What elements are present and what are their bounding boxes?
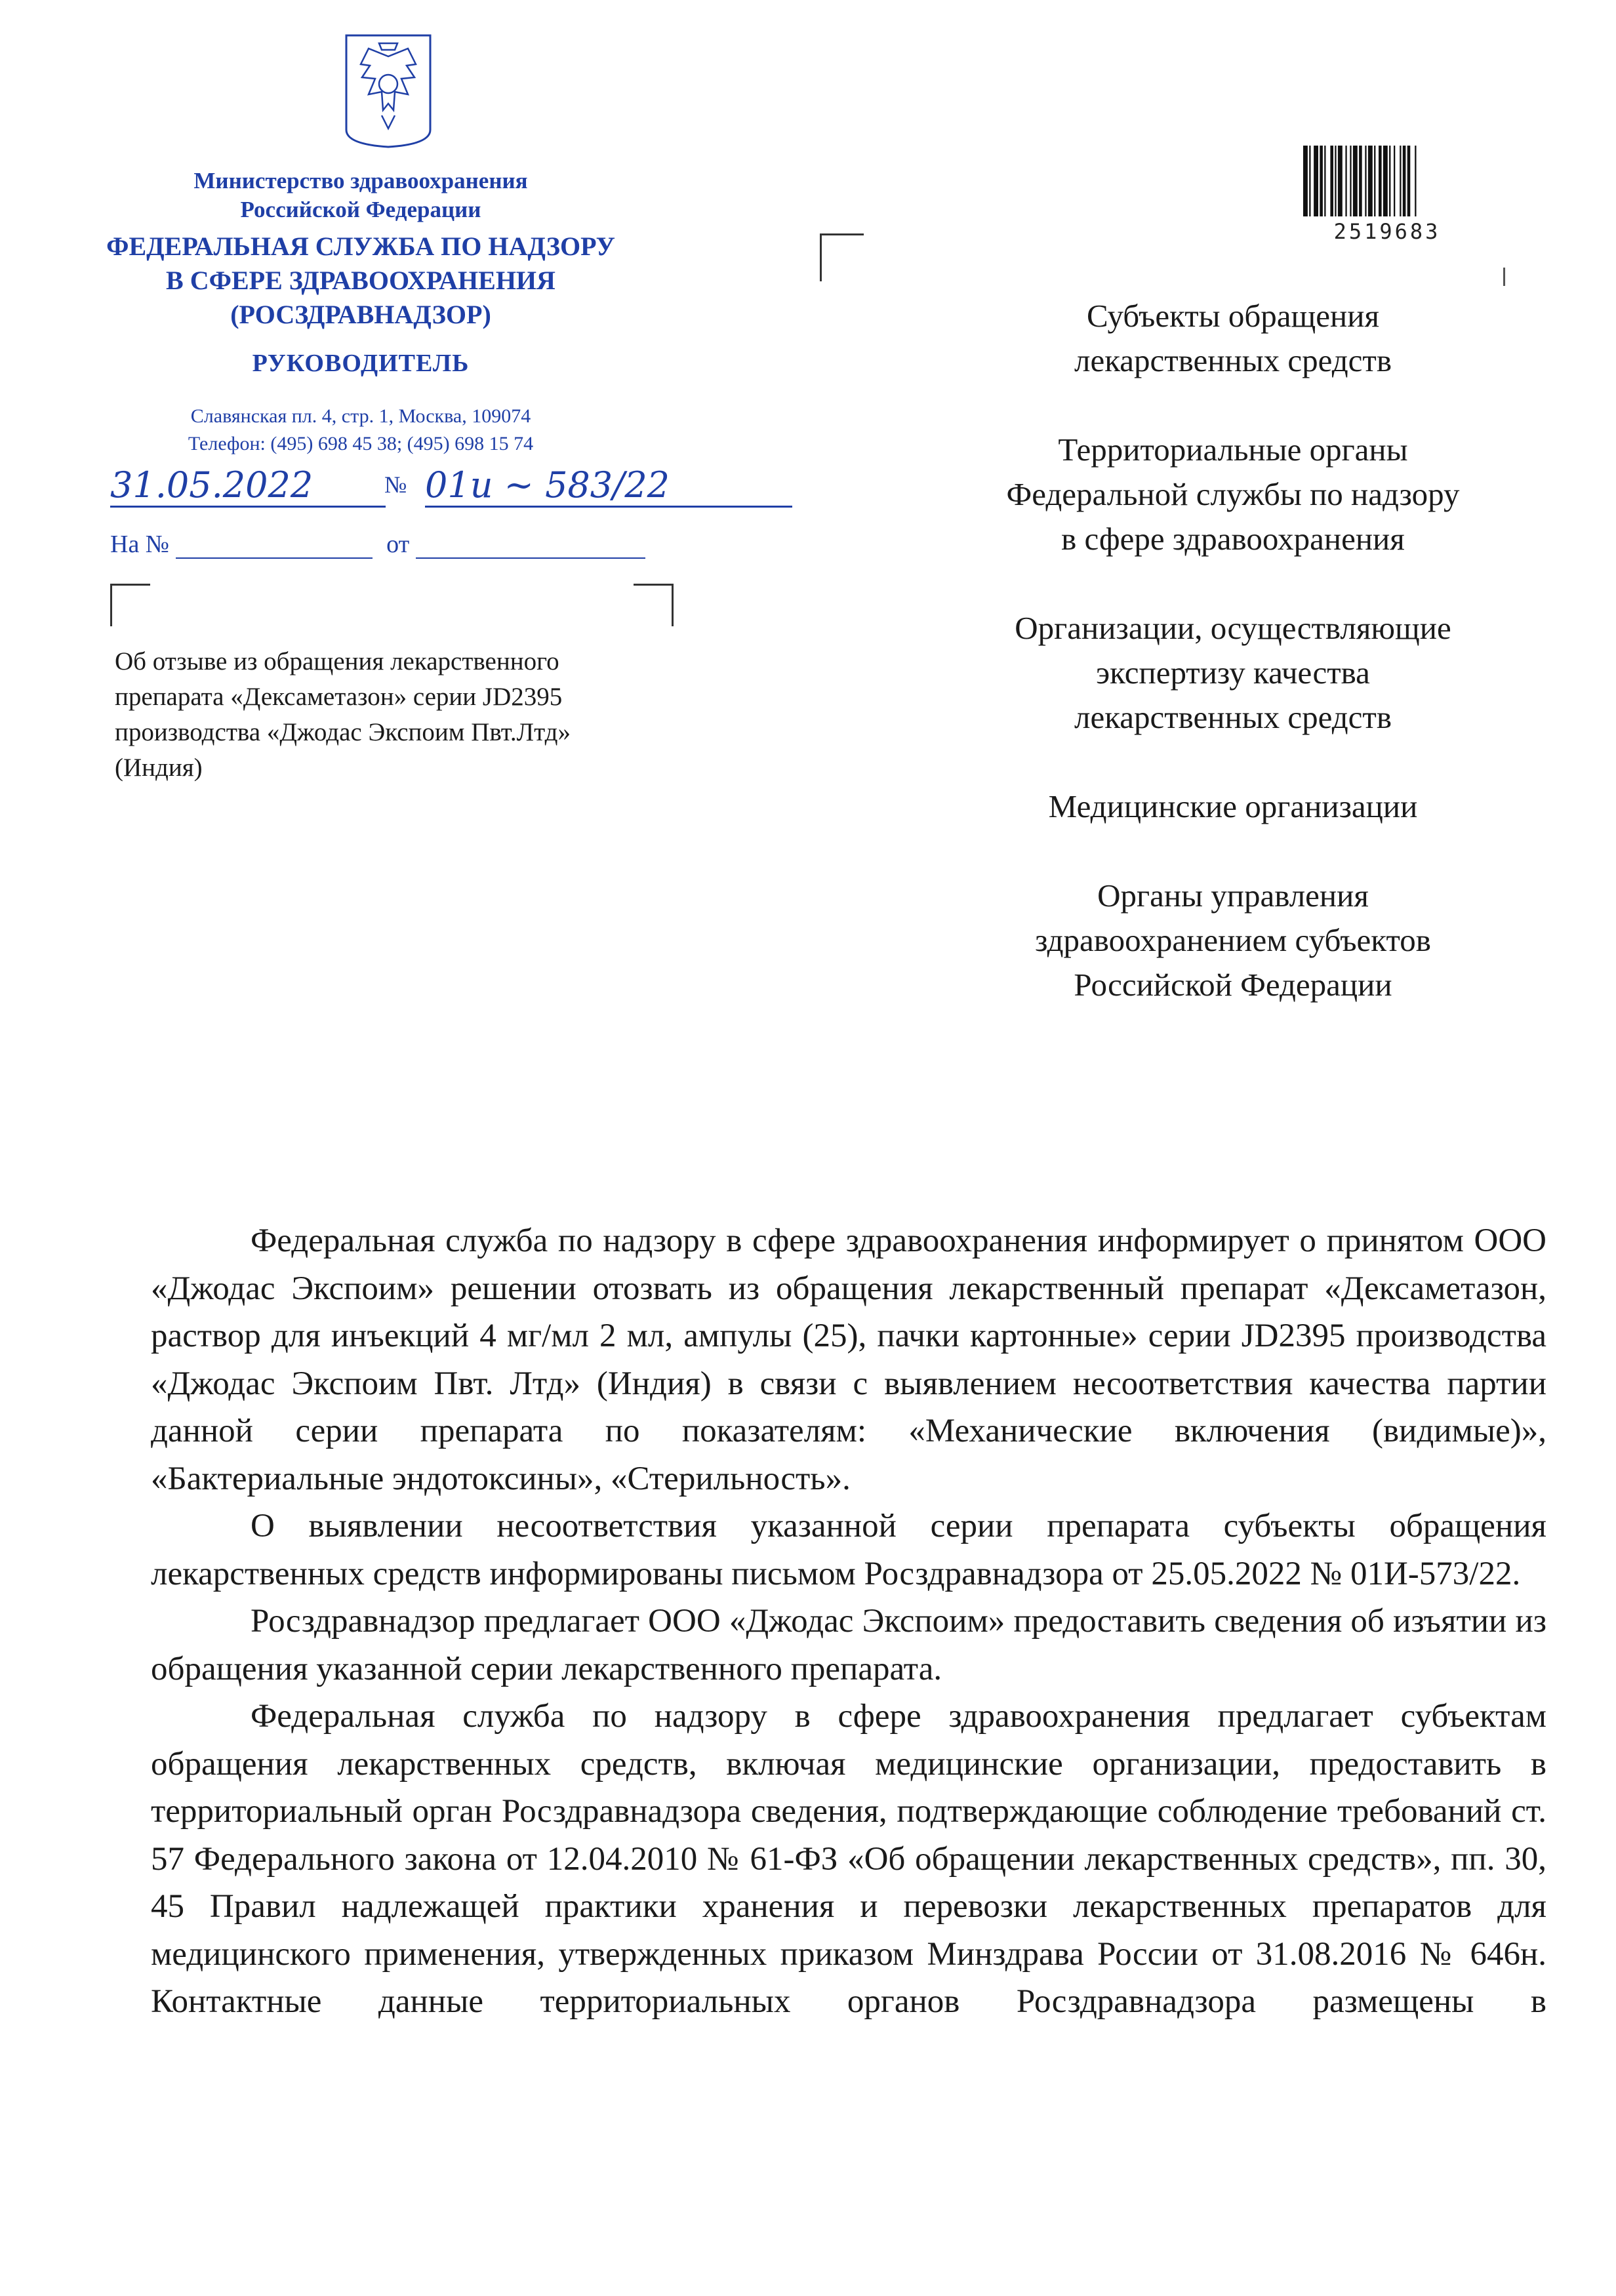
barcode-bar bbox=[1403, 146, 1406, 216]
registration-date: 31.05.2022 bbox=[110, 464, 386, 508]
subject-line: препарата «Дексаметазон» серии JD2395 bbox=[115, 683, 563, 711]
body-paragraph: Федеральная служба по надзору в сфере здравоохранения предлагает субъектам обращения лекарственных средств, включая медицинские организации, предоставить в территориальный орган Росздравнадзора сведения, подтверждающие соблюдение требований ст. 57 Федерального закона от 12.04.2010 № 61-ФЗ «Об обращении лекарственных средств», пп. 30, 45 Правил надлежащей практики хранения и перевозки лекарственных препаратов для медицинского применения, утвержденных приказом Минздрава России от 31.08.2016 № 646н. Контактные данные территориальных органов Росздравнадзора размещены в bbox=[151, 1698, 1546, 2020]
subject-line: (Индия) bbox=[115, 754, 203, 782]
reply-date-label: от bbox=[386, 531, 410, 558]
barcode-bar bbox=[1389, 146, 1390, 216]
addressee-group bbox=[905, 294, 1561, 383]
barcode-bar bbox=[1338, 146, 1343, 216]
barcode-bar bbox=[1345, 146, 1346, 216]
in-reply-line bbox=[110, 530, 687, 563]
address-block bbox=[85, 403, 636, 458]
addressee-line: Федеральной службы по надзору bbox=[1006, 476, 1460, 512]
barcode-bar bbox=[1324, 146, 1325, 216]
barcode-bar bbox=[1359, 146, 1362, 216]
addressee-line: лекарственных средств bbox=[1074, 699, 1392, 735]
head-title: РУКОВОДИТЕЛЬ bbox=[252, 350, 470, 377]
barcode-bar bbox=[1407, 146, 1411, 216]
barcode-icon bbox=[1302, 146, 1472, 216]
barcode-bar bbox=[1374, 146, 1375, 216]
subject-corner-right bbox=[634, 584, 674, 626]
barcode-bar bbox=[1365, 146, 1366, 216]
addressee-group bbox=[905, 784, 1561, 829]
body-paragraph: Росздравнадзор предлагает ООО «Джодас Экспоим» предоставить сведения об изъятии из обращения указанной серии лекарственного препарата. bbox=[151, 1603, 1546, 1687]
reply-number-field bbox=[176, 534, 373, 559]
barcode-bar bbox=[1379, 146, 1382, 216]
barcode-bar bbox=[1303, 146, 1308, 216]
ministry-line: Российской Федерации bbox=[240, 197, 481, 222]
barcode-bar bbox=[1314, 146, 1318, 216]
reply-date-field bbox=[416, 534, 645, 559]
barcode-bar bbox=[1330, 146, 1333, 216]
service-line: В СФЕРЕ ЗДРАВООХРАНЕНИЯ bbox=[166, 266, 556, 295]
body-paragraph: О выявлении несоответствия указанной серии препарата субъекты обращения лекарственных средств информированы письмом Росздравнадзора от 25.05.2022 № 01И-573/22. bbox=[151, 1508, 1546, 1592]
reply-number-label: На № bbox=[110, 531, 170, 558]
barcode-bar bbox=[1353, 146, 1358, 216]
barcode-bar bbox=[1383, 146, 1388, 216]
addressee-line: Медицинские организации bbox=[1048, 788, 1418, 824]
barcode-bar bbox=[1368, 146, 1373, 216]
addressee-line: Территориальные органы bbox=[1058, 432, 1408, 468]
registration-line bbox=[110, 464, 825, 510]
addressee-line: здравоохранением субъектов bbox=[1035, 922, 1431, 958]
coat-of-arms-icon bbox=[342, 31, 434, 148]
addressee-line: лекарственных средств bbox=[1074, 342, 1392, 378]
addressee-line: экспертизу качества bbox=[1096, 655, 1370, 691]
addressee-line: Субъекты обращения bbox=[1086, 298, 1379, 334]
ministry-line: Министерство здравоохранения bbox=[193, 168, 528, 193]
barcode-bar bbox=[1309, 146, 1310, 216]
subject-line: Об отзыве из обращения лекарственного bbox=[115, 647, 559, 675]
letter-body bbox=[151, 1217, 1546, 2026]
registration-number-label: № bbox=[384, 472, 407, 498]
subject-corner-left bbox=[110, 584, 150, 626]
addressee-list bbox=[905, 294, 1561, 1052]
barcode-bar bbox=[1335, 146, 1336, 216]
barcode-bar bbox=[1415, 146, 1416, 216]
addressee-group bbox=[905, 874, 1561, 1007]
service-line: (РОСЗДРАВНАДЗОР) bbox=[230, 300, 491, 329]
address-corner bbox=[820, 233, 864, 281]
margin-tick bbox=[1503, 268, 1505, 286]
addressee-line: Российской Федерации bbox=[1074, 967, 1392, 1003]
service-name bbox=[85, 230, 636, 332]
registration-number: 01и ~ 583/22 bbox=[425, 464, 792, 508]
address-line: Славянская пл. 4, стр. 1, Москва, 109074 bbox=[190, 405, 531, 427]
barcode-bar bbox=[1394, 146, 1395, 216]
addressee-group bbox=[905, 428, 1561, 561]
phone-line: Телефон: (495) 698 45 38; (495) 698 15 74 bbox=[188, 433, 534, 454]
addressee-line: Органы управления bbox=[1097, 877, 1369, 914]
barcode-bar bbox=[1320, 146, 1323, 216]
body-paragraph: Федеральная служба по надзору в сфере здравоохранения информирует о принятом ООО «Джодас Экспоим» решении отозвать из обращения лекарственный препарат «Дексаметазон, раствор для инъекций 4 мг/мл 2 мл, ампулы (25), пачки картонные» серии JD2395 производства «Джодас Экспоим Пвт. Лтд» (Индия) в связи с выявлением несоответствия качества партии данной серии препарата по показателям: «Механические включения (видимые)», «Бактериальные эндотоксины», «Стерильность». bbox=[151, 1222, 1546, 1497]
addressee-group bbox=[905, 606, 1561, 740]
ministry-name bbox=[85, 167, 636, 224]
barcode-bar bbox=[1350, 146, 1351, 216]
addressee-line: Организации, осуществляющие bbox=[1015, 610, 1451, 646]
addressee-line: в сфере здравоохранения bbox=[1061, 521, 1405, 557]
barcode-bar bbox=[1400, 146, 1401, 216]
service-line: ФЕДЕРАЛЬНАЯ СЛУЖБА ПО НАДЗОРУ bbox=[106, 232, 615, 261]
barcode-number: 2519683 bbox=[1333, 219, 1441, 244]
letter-subject bbox=[115, 644, 705, 786]
subject-line: производства «Джодас Экспоим Пвт.Лтд» bbox=[115, 718, 571, 746]
